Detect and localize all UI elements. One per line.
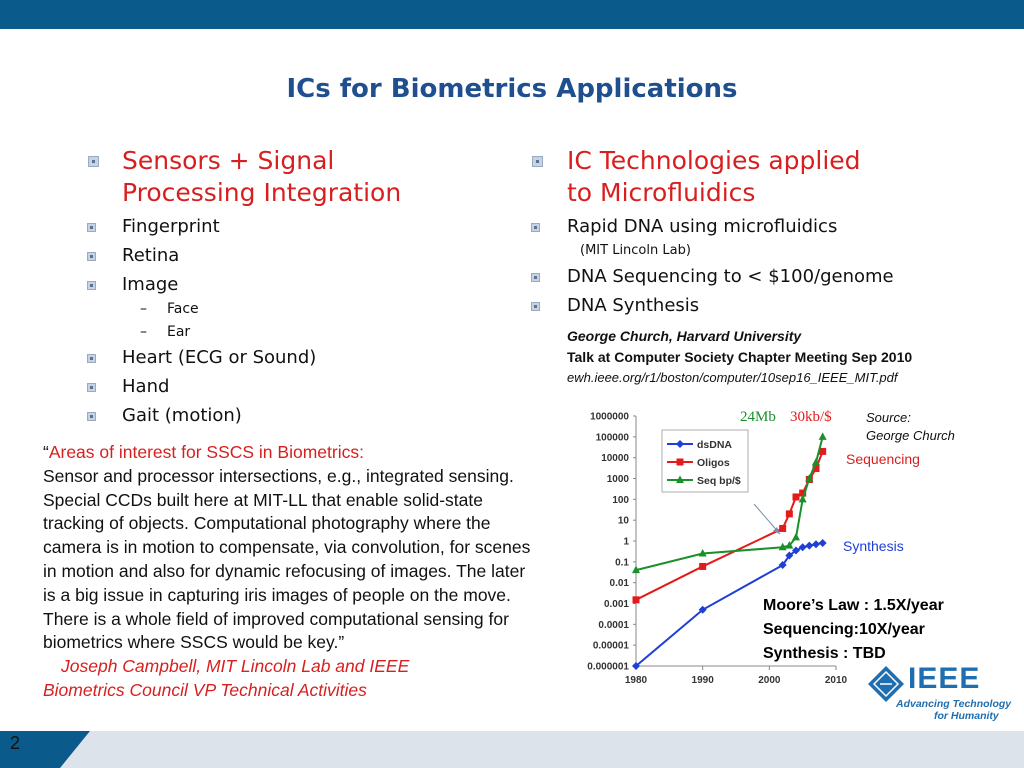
legend-label: dsDNA (697, 439, 733, 451)
annotation-30kb: 30kb/$ (790, 409, 832, 425)
right-heading-line1: IC Technologies applied (567, 146, 861, 175)
reference-name: George Church, Harvard University (567, 328, 802, 344)
list-item: Hand (122, 376, 170, 397)
y-tick-label: 0.00001 (592, 640, 629, 652)
y-tick-label: 100000 (595, 432, 629, 444)
data-point (779, 525, 786, 532)
law-line: Synthesis : TBD (763, 645, 886, 662)
list-item: Heart (ECG or Sound) (122, 347, 317, 368)
legend-label: Seq bp/$ (697, 475, 741, 487)
sequencing-label: Sequencing (846, 451, 920, 467)
ieee-tagline1: Advancing Technology (896, 698, 1012, 710)
law-line: Moore’s Law : 1.5X/year (763, 597, 944, 614)
data-point (819, 539, 827, 547)
y-tick-label: 100 (612, 494, 629, 506)
bullet-icon (87, 383, 96, 392)
data-point (793, 493, 800, 500)
list-item: DNA Synthesis (567, 295, 700, 316)
list-item: Image (122, 274, 179, 295)
quote-body: Sensor and processor intersections, e.g., integrated sensing. Special CCDs built here at MIT-LL that enable solid-state tracking of objects. Computational photography where the camera is in motion to compensate, via convolution, for scenes in motion and also for dynamic refocusing of images. The later is a big issue in capturing iris images of people on the move. There is a whole field of improved computational sensing for biometrics where SSCS would be key.” (43, 465, 531, 653)
growth-laws (763, 594, 944, 666)
data-point (633, 596, 640, 603)
x-tick-label: 2000 (758, 675, 781, 686)
y-tick-label: 1000000 (590, 411, 629, 423)
list-item: DNA Sequencing to < $100/genome (567, 266, 894, 287)
data-point (819, 432, 827, 440)
data-point (786, 510, 793, 517)
ieee-tagline2: for Humanity (934, 710, 999, 722)
bullet-icon (531, 302, 540, 311)
list-item-note: (MIT Lincoln Lab) (580, 243, 691, 258)
attribution-line1: Joseph Campbell, MIT Lincoln Lab and IEEE (61, 656, 410, 677)
x-tick-label: 2010 (824, 675, 848, 686)
bullet-icon (531, 223, 540, 232)
quote-title: Areas of interest for SSCS in Biometrics: (48, 442, 364, 462)
quote-block (43, 441, 541, 703)
y-tick-label: 1 (623, 536, 629, 548)
legend-marker (677, 459, 684, 466)
ieee-logo (862, 662, 1012, 722)
reference-talk: Talk at Computer Society Chapter Meeting Sep 2010 (567, 349, 913, 365)
y-tick-label: 0.000001 (587, 661, 629, 673)
law-line: Sequencing:10X/year (763, 621, 925, 638)
bullet-icon (87, 252, 96, 261)
slide-title: ICs for Biometrics Applications (286, 74, 738, 104)
data-point (799, 543, 807, 551)
y-tick-label: 0.01 (609, 578, 629, 590)
bottom-bar-wedge (60, 731, 1024, 768)
dash-icon: – (140, 324, 147, 340)
data-point (699, 563, 706, 570)
bullet-icon (87, 354, 96, 363)
source-name: George Church (866, 428, 955, 443)
right-heading-line2: to Microfluidics (567, 178, 756, 207)
dash-icon: – (140, 301, 147, 317)
attribution-line2: Biometrics Council VP Technical Activities (43, 679, 367, 700)
bullet-icon (87, 412, 96, 421)
data-point (805, 542, 813, 550)
y-tick-label: 1000 (606, 474, 629, 485)
left-heading-line1: Sensors + Signal (122, 146, 335, 175)
list-item: Gait (motion) (122, 405, 242, 426)
top-bar (0, 0, 1024, 29)
x-tick-label: 1990 (691, 675, 714, 686)
quote-open: “ (43, 442, 49, 462)
list-item: Rapid DNA using microfluidics (567, 216, 838, 237)
data-point (792, 533, 800, 541)
list-item: Fingerprint (122, 216, 220, 237)
sub-item: Face (167, 301, 199, 317)
data-point (812, 540, 820, 548)
legend-label: Oligos (697, 457, 730, 469)
page-number: 2 (10, 733, 21, 753)
x-tick-label: 1980 (624, 675, 648, 686)
bullet-icon (87, 223, 96, 232)
sub-item: Ear (167, 324, 191, 340)
left-heading-line2: Processing Integration (122, 178, 402, 207)
ieee-wordmark: IEEE (908, 662, 981, 695)
source-label: Source: (866, 410, 911, 425)
bullet-icon (532, 156, 543, 167)
annotation-24mb: 24Mb (740, 409, 776, 425)
reference-url: ewh.ieee.org/r1/boston/computer/10sep16_IEEE_MIT.pdf (567, 370, 898, 385)
y-tick-label: 0.001 (603, 599, 629, 610)
bullet-icon (87, 281, 96, 290)
bullet-icon (88, 156, 99, 167)
synthesis-label: Synthesis (843, 538, 904, 554)
y-tick-label: 0.1 (615, 557, 629, 569)
bullet-icon (531, 273, 540, 282)
y-tick-label: 10 (617, 515, 629, 527)
y-tick-label: 0.0001 (598, 619, 629, 631)
list-item: Retina (122, 245, 180, 266)
y-tick-label: 10000 (601, 453, 629, 465)
